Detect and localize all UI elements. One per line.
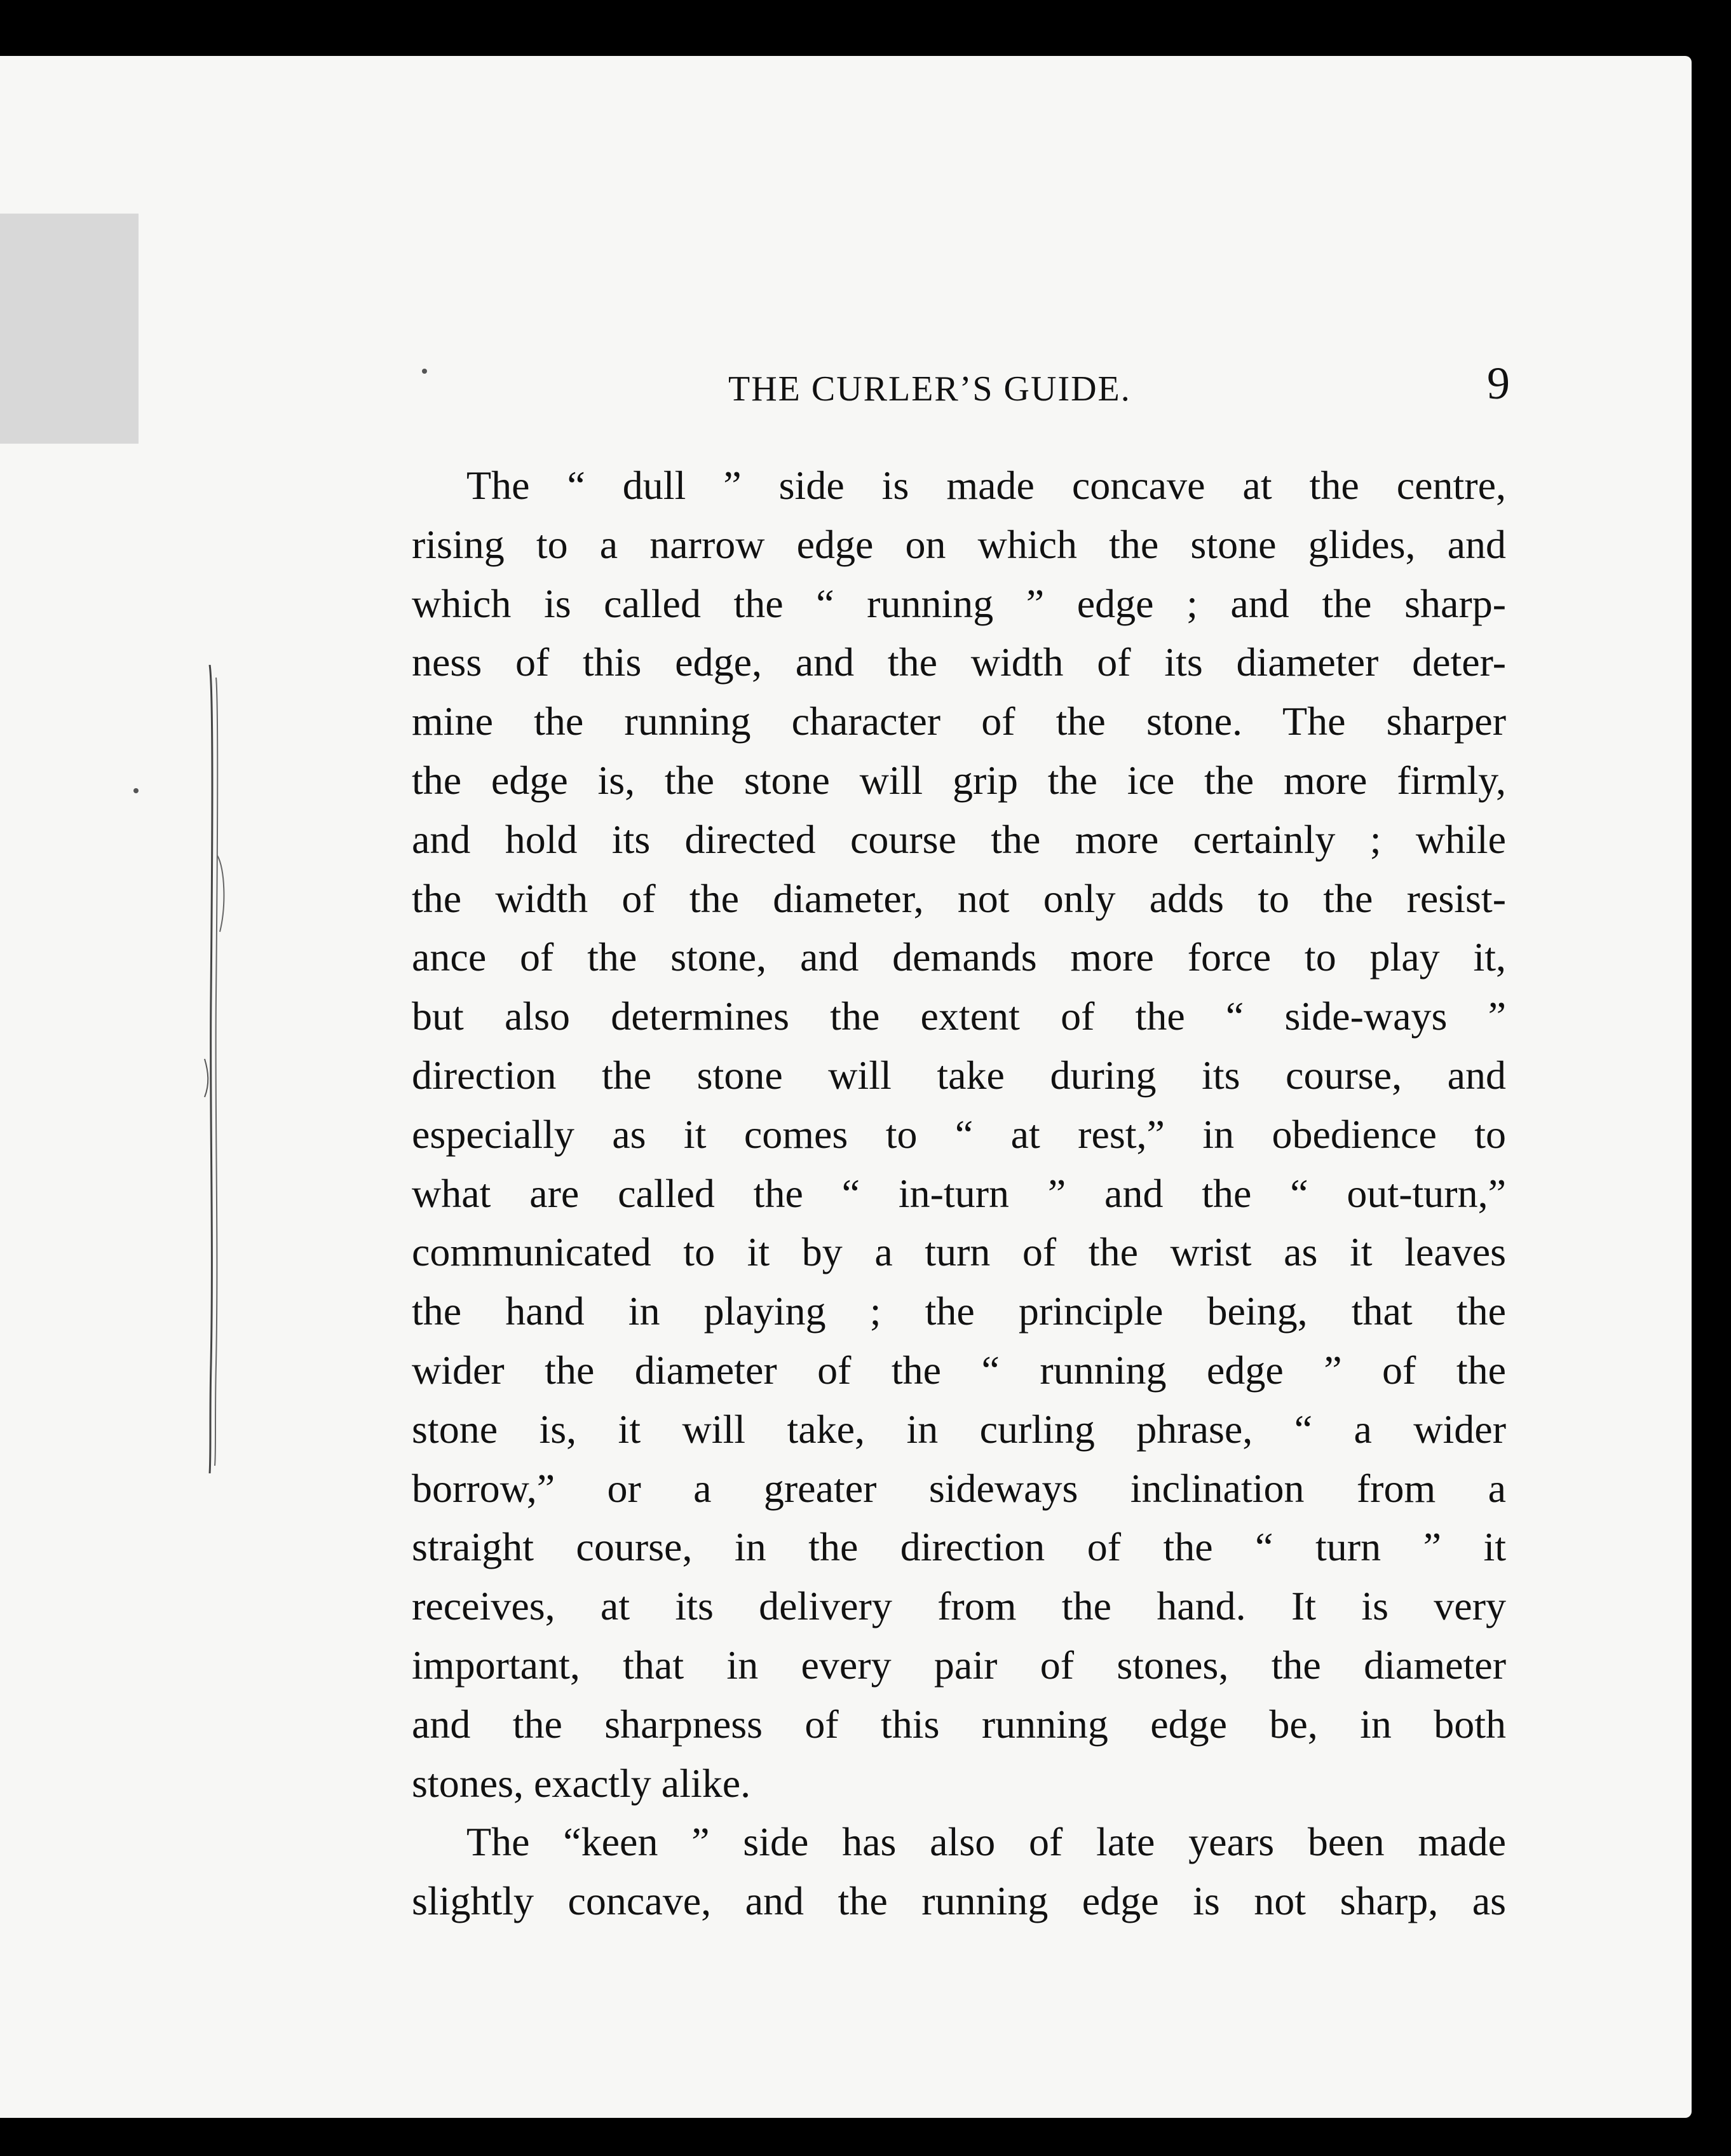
text-line: mine the running character of the stone. The sharper bbox=[412, 699, 1506, 744]
text-line: straight course, in the direction of the “ turn ” it bbox=[412, 1524, 1506, 1570]
text-line: rising to a narrow edge on which the stone glides, and bbox=[412, 521, 1506, 567]
binding-thread bbox=[202, 665, 227, 1473]
margin-speck bbox=[422, 369, 427, 374]
text-line: direction the stone will take during its course, and bbox=[412, 1052, 1506, 1098]
text-line: the edge is, the stone will grip the ice the more firmly, bbox=[412, 757, 1506, 803]
text-line: ance of the stone, and demands more force to play it, bbox=[412, 934, 1506, 980]
margin-speck bbox=[133, 788, 139, 793]
text-line: which is called the “ running ” edge ; and the sharp- bbox=[412, 580, 1506, 626]
text-line: especially as it comes to “ at rest,” in obedience to bbox=[412, 1111, 1506, 1157]
text-line: stones, exactly alike. bbox=[412, 1760, 751, 1806]
text-line: The “keen ” side has also of late years been made bbox=[466, 1819, 1506, 1865]
book-page bbox=[0, 56, 1692, 2118]
text-line: communicated to it by a turn of the wrist as it leaves bbox=[412, 1229, 1506, 1275]
running-title: THE CURLER’S GUIDE. bbox=[728, 369, 1131, 409]
text-line: but also determines the extent of the “ side-ways ” bbox=[412, 993, 1506, 1039]
page-number: 9 bbox=[1487, 358, 1510, 409]
text-line: ness of this edge, and the width of its diameter deter- bbox=[412, 639, 1506, 685]
text-line: slightly concave, and the running edge is not sharp, as bbox=[412, 1878, 1506, 1924]
text-line: and the sharpness of this running edge be, in both bbox=[412, 1701, 1506, 1747]
body-text bbox=[412, 456, 1506, 1931]
text-line: what are called the “ in-turn ” and the “ out-turn,” bbox=[412, 1170, 1506, 1216]
text-line: wider the diameter of the “ running edge ” of the bbox=[412, 1347, 1506, 1393]
text-line: the hand in playing ; the principle being, that the bbox=[412, 1288, 1506, 1334]
text-line: and hold its directed course the more certainly ; while bbox=[412, 816, 1506, 862]
text-line: stone is, it will take, in curling phrase, “ a wider bbox=[412, 1406, 1506, 1452]
page-header bbox=[728, 357, 1510, 414]
text-line: important, that in every pair of stones, the diameter bbox=[412, 1642, 1506, 1688]
facing-page-shadow bbox=[0, 214, 139, 444]
text-line: The “ dull ” side is made concave at the centre, bbox=[466, 463, 1506, 508]
text-line: receives, at its delivery from the hand. It is very bbox=[412, 1583, 1506, 1629]
text-line: the width of the diameter, not only adds to the resist- bbox=[412, 875, 1506, 921]
text-line: borrow,” or a greater sideways inclination from a bbox=[412, 1465, 1506, 1511]
